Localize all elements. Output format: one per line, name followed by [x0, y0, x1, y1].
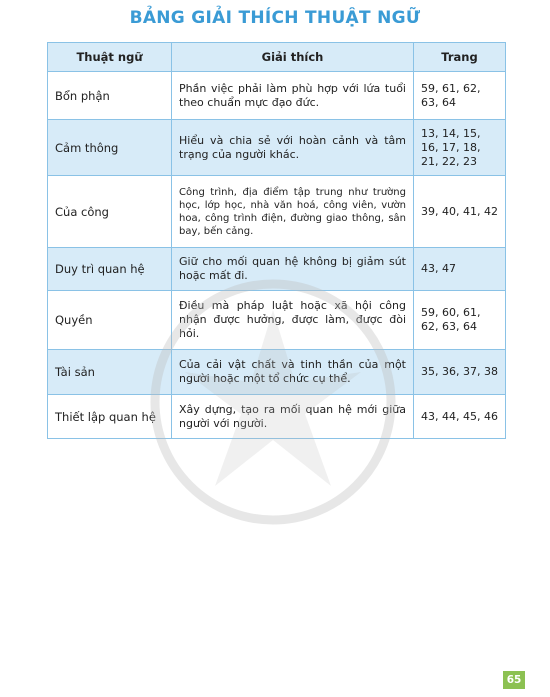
- table-row: [48, 120, 506, 176]
- definition-cell: Hiểu và chia sẻ với hoàn cảnh và tâm trạng của người khác.: [172, 120, 414, 176]
- page-title: BẢNG GIẢI THÍCH THUẬT NGỮ: [129, 8, 421, 28]
- term-cell: Duy trì quan hệ: [48, 248, 172, 291]
- table-row: [48, 248, 506, 291]
- pages-cell: 13, 14, 15, 16, 17, 18, 21, 22, 23: [414, 120, 506, 176]
- definition-cell: Giữ cho mối quan hệ không bị giảm sút hoặc mất đi.: [172, 248, 414, 291]
- header-definition: Giải thích: [172, 43, 414, 72]
- definition-cell: Công trình, địa điểm tập trung như trường học, lớp học, nhà văn hoá, công viên, vườn hoa, công trình điện, đường giao thông, sân bay, bến cảng.: [172, 176, 414, 248]
- header-term: Thuật ngữ: [48, 43, 172, 72]
- pages-cell: 43, 47: [414, 248, 506, 291]
- term-cell: Quyền: [48, 291, 172, 350]
- term-cell: Bổn phận: [48, 72, 172, 120]
- pages-cell: 59, 61, 62, 63, 64: [414, 72, 506, 120]
- table-row: [48, 350, 506, 395]
- page-number: 65: [503, 671, 525, 689]
- header-pages: Trang: [414, 43, 506, 72]
- glossary-table: [47, 42, 506, 439]
- table-row: [48, 176, 506, 248]
- table-row: [48, 291, 506, 350]
- term-cell: Thiết lập quan hệ: [48, 395, 172, 439]
- pages-cell: 39, 40, 41, 42: [414, 176, 506, 248]
- term-cell: Cảm thông: [48, 120, 172, 176]
- definition-cell: Điều mà pháp luật hoặc xã hội công nhận được hưởng, được làm, được đòi hỏi.: [172, 291, 414, 350]
- term-cell: Tài sản: [48, 350, 172, 395]
- table-row: [48, 395, 506, 439]
- definition-cell: Của cải vật chất và tinh thần của một người hoặc một tổ chức cụ thể.: [172, 350, 414, 395]
- pages-cell: 59, 60, 61, 62, 63, 64: [414, 291, 506, 350]
- table-row: [48, 72, 506, 120]
- pages-cell: 43, 44, 45, 46: [414, 395, 506, 439]
- table-header-row: [48, 43, 506, 72]
- definition-cell: Xây dựng, tạo ra mối quan hệ mới giữa người với người.: [172, 395, 414, 439]
- pages-cell: 35, 36, 37, 38: [414, 350, 506, 395]
- term-cell: Của công: [48, 176, 172, 248]
- definition-cell: Phần việc phải làm phù hợp với lứa tuổi theo chuẩn mực đạo đức.: [172, 72, 414, 120]
